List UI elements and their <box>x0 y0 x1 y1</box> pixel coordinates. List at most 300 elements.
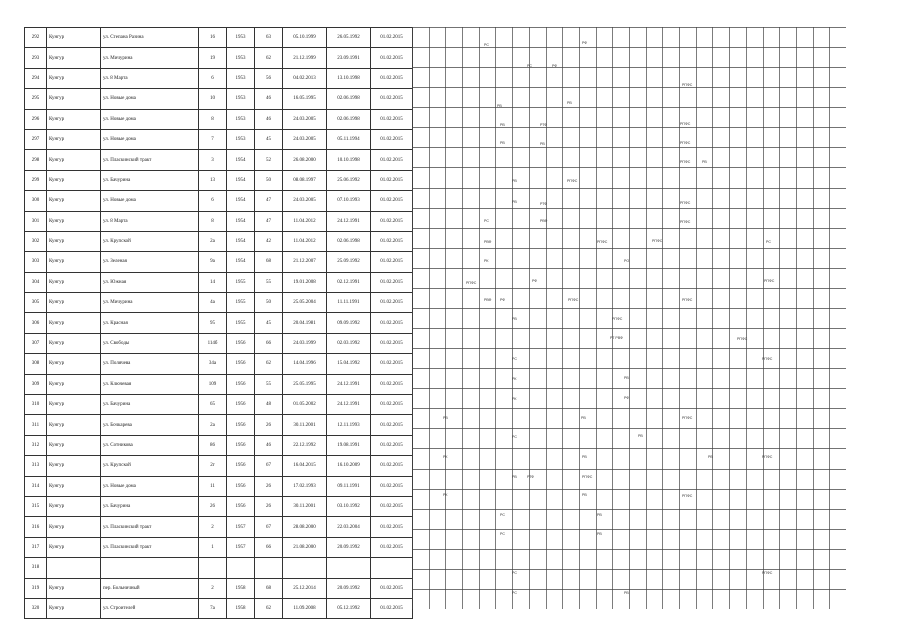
table-row <box>25 68 413 88</box>
cell-year: 1953 <box>227 89 255 109</box>
cell-street: ул. Сотникова <box>101 435 199 455</box>
cell-city: Кунгур <box>47 211 101 231</box>
cell-d3: 01.02.2015 <box>371 415 413 435</box>
cell-street: ул. 8 Марта <box>101 211 199 231</box>
cell-wear: 50 <box>255 170 283 190</box>
mark-label: РПФС <box>682 494 693 498</box>
cell-d3: 01.02.2015 <box>371 598 413 618</box>
mark-label: РПФС <box>682 298 693 302</box>
table-row <box>25 598 413 618</box>
cell-no: 317 <box>25 537 47 557</box>
cell-city: Кунгур <box>47 231 101 251</box>
cell-wear: 66 <box>255 333 283 353</box>
mark-label: РПФС <box>762 571 773 575</box>
cell-wear: 48 <box>255 395 283 415</box>
table-row <box>25 354 413 374</box>
cell-city: Кунгур <box>47 252 101 272</box>
cell-d3: 01.02.2015 <box>371 578 413 598</box>
cell-wear: 45 <box>255 129 283 149</box>
cell-year: 1956 <box>227 496 255 516</box>
cell-wear: 46 <box>255 435 283 455</box>
cell-d2: 11.11.1991 <box>327 293 371 313</box>
cell-no: 309 <box>25 374 47 394</box>
table-row <box>25 558 413 578</box>
cell-d1: 19.01.2008 <box>283 272 327 292</box>
cell-city: Кунгур <box>47 456 101 476</box>
cell-city: Кунгур <box>47 129 101 149</box>
cell-d1: 21.08.2000 <box>283 537 327 557</box>
cell-d1: 11.04.2012 <box>283 211 327 231</box>
table-row <box>25 333 413 353</box>
mark-label: РПФС <box>597 240 608 244</box>
cell-d1: 17.02.1993 <box>283 476 327 496</box>
cell-year: 1955 <box>227 313 255 333</box>
mark-label: РПФС <box>466 281 477 285</box>
cell-wear: 42 <box>255 231 283 251</box>
cell-d2: 25.09.1992 <box>327 252 371 272</box>
mark-label: РВ <box>708 455 713 459</box>
mark-label: РВ <box>638 434 643 438</box>
cell-d3: 01.02.2015 <box>371 537 413 557</box>
cell-no: 294 <box>25 68 47 88</box>
cell-d1: 24.03.2005 <box>283 129 327 149</box>
cell-street: ул. Крупской <box>101 456 199 476</box>
mark-label: РТ РВФ <box>610 336 623 340</box>
cell-year: 1956 <box>227 435 255 455</box>
cell-no: 320 <box>25 598 47 618</box>
cell-d1: 25.05.1995 <box>283 374 327 394</box>
cell-house: 6 <box>199 68 227 88</box>
cell-no: 304 <box>25 272 47 292</box>
table-body <box>25 28 413 619</box>
cell-wear: 62 <box>255 48 283 68</box>
mark-label: РВ <box>582 493 587 497</box>
cell-street: ул. Степана Разина <box>101 28 199 48</box>
mark-label: РВ <box>512 179 517 183</box>
cell-year: 1956 <box>227 354 255 374</box>
cell-street: ул. Бочкарева <box>101 415 199 435</box>
cell-street: ул. Новые дома <box>101 476 199 496</box>
cell-house: 114б <box>199 333 227 353</box>
cell-year: 1956 <box>227 374 255 394</box>
cell-no: 315 <box>25 496 47 516</box>
cell-no: 307 <box>25 333 47 353</box>
cell-street <box>101 558 199 578</box>
cell-house: 19 <box>199 48 227 68</box>
mark-label: РВФ <box>484 240 492 244</box>
cell-d3: 01.02.2015 <box>371 435 413 455</box>
mark-label: РПФС <box>582 475 593 479</box>
cell-d2: 23.09.1991 <box>327 48 371 68</box>
cell-street: ул. Новые дома <box>101 109 199 129</box>
mark-label: РС <box>512 357 517 361</box>
cell-house: 8 <box>199 109 227 129</box>
cell-year: 1953 <box>227 68 255 88</box>
cell-city: Кунгур <box>47 150 101 170</box>
cell-street: ул. Зеленая <box>101 252 199 272</box>
cell-no: 314 <box>25 476 47 496</box>
mark-label: РВФ <box>484 298 492 302</box>
cell-d1: 11.04.2012 <box>283 231 327 251</box>
cell-d3: 01.02.2015 <box>371 333 413 353</box>
cell-city: Кунгур <box>47 476 101 496</box>
cell-d2: 12.11.1993 <box>327 415 371 435</box>
table-row <box>25 89 413 109</box>
mark-label: РО <box>624 259 630 263</box>
cell-d3: 01.02.2015 <box>371 252 413 272</box>
cell-wear: 68 <box>255 252 283 272</box>
cell-d2: 19.08.1991 <box>327 435 371 455</box>
cell-house: 9а <box>199 252 227 272</box>
mark-label: РВ <box>512 475 517 479</box>
mark-label: РПФС <box>762 455 773 459</box>
mark-label: РК <box>443 455 448 459</box>
table-row <box>25 395 413 415</box>
mark-label: РК <box>443 493 448 497</box>
cell-city: Кунгур <box>47 28 101 48</box>
cell-house: 6 <box>199 191 227 211</box>
table-row <box>25 272 413 292</box>
cell-house: 16 <box>199 28 227 48</box>
cell-city: Кунгур <box>47 89 101 109</box>
cell-no: 308 <box>25 354 47 374</box>
cell-d1: 20.04.1981 <box>283 313 327 333</box>
cell-street: ул. Бачурина <box>101 496 199 516</box>
cell-wear: 68 <box>255 578 283 598</box>
cell-d1: 24.03.2005 <box>283 191 327 211</box>
cell-year: 1956 <box>227 333 255 353</box>
cell-d2: 24.12.1991 <box>327 395 371 415</box>
cell-house: 2а <box>199 231 227 251</box>
cell-city: Кунгур <box>47 537 101 557</box>
table-row <box>25 231 413 251</box>
cell-wear: 46 <box>255 109 283 129</box>
cell-year: 1956 <box>227 395 255 415</box>
cell-city: Кунгур <box>47 578 101 598</box>
cell-no: 313 <box>25 456 47 476</box>
table-row <box>25 129 413 149</box>
cell-no: 319 <box>25 578 47 598</box>
cell-no: 311 <box>25 415 47 435</box>
cell-wear: 55 <box>255 272 283 292</box>
cell-d2: 02.06.1998 <box>327 109 371 129</box>
cell-d3: 01.02.2015 <box>371 395 413 415</box>
cell-street: ул. Новые дома <box>101 129 199 149</box>
table-row <box>25 313 413 333</box>
cell-house: 95 <box>199 313 227 333</box>
cell-house: 13 <box>199 170 227 190</box>
table-row <box>25 150 413 170</box>
cell-city: Кунгур <box>47 496 101 516</box>
mark-label: РПФС <box>680 122 691 126</box>
mark-label: РПФС <box>680 160 691 164</box>
mark-label: РВ <box>624 591 629 595</box>
mark-label: РК <box>512 397 517 401</box>
cell-year: 1956 <box>227 456 255 476</box>
cell-house: 7 <box>199 129 227 149</box>
cell-city: Кунгур <box>47 109 101 129</box>
cell-street: ул. Пласкинский тракт <box>101 537 199 557</box>
cell-city: Кунгур <box>47 313 101 333</box>
cell-year: 1957 <box>227 517 255 537</box>
cell-no: 305 <box>25 293 47 313</box>
cell-d2: 02.03.1992 <box>327 333 371 353</box>
cell-d2: 05.11.1994 <box>327 129 371 149</box>
mark-label: РФ <box>582 41 588 45</box>
cell-d1: 30.11.2001 <box>283 496 327 516</box>
cell-d3: 01.02.2015 <box>371 150 413 170</box>
mark-label: РПФС <box>680 220 691 224</box>
cell-d2: 02.06.1998 <box>327 89 371 109</box>
cell-house: 14 <box>199 272 227 292</box>
mark-label: РВ <box>702 160 707 164</box>
mark-label: РФ <box>552 64 558 68</box>
cell-street: ул. Бачурина <box>101 170 199 190</box>
cell-no: 301 <box>25 211 47 231</box>
table-row <box>25 211 413 231</box>
cell-year: 1956 <box>227 476 255 496</box>
cell-wear: 62 <box>255 354 283 374</box>
cell-d1: 28.08.2000 <box>283 517 327 537</box>
table-row <box>25 415 413 435</box>
cell-house: 11 <box>199 476 227 496</box>
cell-d2: 13.10.1998 <box>327 68 371 88</box>
cell-city: Кунгур <box>47 374 101 394</box>
cell-d3: 01.02.2015 <box>371 272 413 292</box>
mark-label: РТФ <box>540 202 548 206</box>
cell-street: ул. Мичурина <box>101 48 199 68</box>
cell-d3 <box>371 558 413 578</box>
table-row <box>25 293 413 313</box>
mark-label: РПФС <box>737 337 748 341</box>
table-row <box>25 28 413 48</box>
table-row <box>25 374 413 394</box>
cell-wear: 56 <box>255 68 283 88</box>
mark-label: РВ <box>443 416 448 420</box>
mark-label: РПФС <box>568 298 579 302</box>
cell-no: 316 <box>25 517 47 537</box>
cell-year: 1955 <box>227 293 255 313</box>
table-row <box>25 537 413 557</box>
cell-d2: 02.12.1991 <box>327 272 371 292</box>
cell-d2: 22.03.2004 <box>327 517 371 537</box>
cell-d3: 01.02.2015 <box>371 211 413 231</box>
cell-no: 295 <box>25 89 47 109</box>
cell-wear: 55 <box>255 374 283 394</box>
mark-label: РПФС <box>762 357 773 361</box>
cell-street: ул. 8 Марта <box>101 68 199 88</box>
table-row <box>25 496 413 516</box>
mark-label: РВ <box>497 104 502 108</box>
cell-d1: 30.11.2001 <box>283 415 327 435</box>
cell-wear: 66 <box>255 537 283 557</box>
cell-year: 1958 <box>227 598 255 618</box>
mark-label: РТФ <box>540 123 548 127</box>
cell-d1: 16.04.2015 <box>283 456 327 476</box>
cell-d2: 26.05.1992 <box>327 28 371 48</box>
mark-label: РФ <box>624 396 630 400</box>
cell-city: Кунгур <box>47 354 101 374</box>
mark-label: РВ <box>512 317 517 321</box>
mark-label: РС <box>512 435 517 439</box>
mark-label: РВФ <box>540 219 548 223</box>
cell-no: 318 <box>25 558 47 578</box>
cell-street: ул. Мичурина <box>101 293 199 313</box>
cell-no: 296 <box>25 109 47 129</box>
cell-no: 298 <box>25 150 47 170</box>
mark-label: РС <box>500 513 505 517</box>
cell-wear: 47 <box>255 211 283 231</box>
cell-street: ул. Новые дома <box>101 191 199 211</box>
marks-grid <box>412 27 846 609</box>
mark-label: РВ <box>597 513 602 517</box>
cell-wear: 26 <box>255 415 283 435</box>
mark-label: РС <box>512 571 517 575</box>
mark-label: РС <box>484 219 489 223</box>
cell-d1: 25.12.2014 <box>283 578 327 598</box>
cell-d2: 24.12.1991 <box>327 211 371 231</box>
cell-d2: 09.11.1991 <box>327 476 371 496</box>
cell-wear: 50 <box>255 293 283 313</box>
mark-label: РВ <box>581 416 586 420</box>
mark-label: РВ <box>540 142 545 146</box>
cell-street: ул. Южная <box>101 272 199 292</box>
mark-label: РС <box>500 532 505 536</box>
cell-d1 <box>283 558 327 578</box>
cell-city: Кунгур <box>47 48 101 68</box>
cell-d3: 01.02.2015 <box>371 313 413 333</box>
cell-d1: 14.04.1996 <box>283 354 327 374</box>
cell-wear: 67 <box>255 456 283 476</box>
cell-city: Кунгур <box>47 517 101 537</box>
table-row <box>25 435 413 455</box>
mark-label: РТФ <box>527 475 535 479</box>
cell-d3: 01.02.2015 <box>371 28 413 48</box>
cell-d1: 05.10.1999 <box>283 28 327 48</box>
cell-no: 302 <box>25 231 47 251</box>
cell-house: 34а <box>199 354 227 374</box>
mark-label: РПФС <box>612 317 623 321</box>
mark-label: РВ <box>597 532 602 536</box>
cell-d1: 11.09.2008 <box>283 598 327 618</box>
cell-house: 7а <box>199 598 227 618</box>
cell-year: 1953 <box>227 129 255 149</box>
cell-d2: 05.12.1992 <box>327 598 371 618</box>
cell-house <box>199 558 227 578</box>
cell-year: 1954 <box>227 252 255 272</box>
cell-city: Кунгур <box>47 68 101 88</box>
cell-street: ул. Пласкинский тракт <box>101 150 199 170</box>
mark-label: РПФС <box>764 279 775 283</box>
table-row <box>25 476 413 496</box>
table-row <box>25 109 413 129</box>
cell-d2: 20.09.1992 <box>327 578 371 598</box>
mark-label: РВ <box>567 101 572 105</box>
grid-lines <box>412 27 846 609</box>
cell-d3: 01.02.2015 <box>371 48 413 68</box>
cell-d3: 01.02.2015 <box>371 129 413 149</box>
cell-d2: 16.10.2009 <box>327 456 371 476</box>
cell-d3: 01.02.2015 <box>371 170 413 190</box>
cell-d1: 21.12.2007 <box>283 252 327 272</box>
cell-year: 1956 <box>227 415 255 435</box>
cell-wear: 46 <box>255 89 283 109</box>
cell-wear: 52 <box>255 150 283 170</box>
cell-d3: 01.02.2015 <box>371 456 413 476</box>
cell-d1: 24.03.1999 <box>283 333 327 353</box>
mark-label: РС <box>512 591 517 595</box>
cell-d3: 01.02.2015 <box>371 68 413 88</box>
cell-city: Кунгур <box>47 598 101 618</box>
mark-label: РВ <box>500 141 505 145</box>
cell-street: ул. Крупской <box>101 231 199 251</box>
cell-year: 1954 <box>227 191 255 211</box>
cell-year: 1954 <box>227 211 255 231</box>
cell-wear: 47 <box>255 191 283 211</box>
cell-city: Кунгур <box>47 170 101 190</box>
mark-label: РВ <box>512 200 517 204</box>
table-row <box>25 191 413 211</box>
cell-d3: 01.02.2015 <box>371 517 413 537</box>
cell-no: 299 <box>25 170 47 190</box>
cell-city: Кунгур <box>47 333 101 353</box>
mark-label: РС <box>766 240 771 244</box>
table-row <box>25 48 413 68</box>
mark-label: РС <box>527 64 532 68</box>
cell-house: 3 <box>199 150 227 170</box>
cell-no: 312 <box>25 435 47 455</box>
cell-year: 1957 <box>227 537 255 557</box>
cell-house: 10 <box>199 89 227 109</box>
cell-house: 65 <box>199 395 227 415</box>
cell-d1: 24.03.2005 <box>283 109 327 129</box>
cell-street: пер. Больничный <box>101 578 199 598</box>
cell-wear: 63 <box>255 28 283 48</box>
cell-wear <box>255 558 283 578</box>
cell-d2: 07.10.1993 <box>327 191 371 211</box>
cell-street: ул. Бачурина <box>101 395 199 415</box>
cell-d1: 21.12.1999 <box>283 48 327 68</box>
cell-d1: 26.08.2000 <box>283 150 327 170</box>
cell-house: 1 <box>199 537 227 557</box>
cell-d2: 25.06.1992 <box>327 170 371 190</box>
cell-house: 86 <box>199 435 227 455</box>
cell-street: ул. Свободы <box>101 333 199 353</box>
cell-city <box>47 558 101 578</box>
cell-d1: 16.05.1995 <box>283 89 327 109</box>
mark-label: РС <box>484 43 489 47</box>
cell-street: ул. Ключевая <box>101 374 199 394</box>
cell-wear: 26 <box>255 476 283 496</box>
mark-label: РФ <box>500 298 506 302</box>
cell-street: ул. Полячева <box>101 354 199 374</box>
cell-year: 1953 <box>227 48 255 68</box>
cell-year: 1953 <box>227 28 255 48</box>
cell-d2: 10.10.1998 <box>327 150 371 170</box>
mark-label: РПФС <box>652 239 663 243</box>
cell-d2: 20.09.1992 <box>327 537 371 557</box>
cell-year: 1954 <box>227 231 255 251</box>
mark-label: РПФС <box>680 201 691 205</box>
cell-city: Кунгур <box>47 415 101 435</box>
table-row <box>25 170 413 190</box>
mark-label: РВ <box>624 376 629 380</box>
cell-city: Кунгур <box>47 395 101 415</box>
mark-label: РВ <box>500 123 505 127</box>
cell-d1: 01.05.2002 <box>283 395 327 415</box>
cell-d1: 22.12.1992 <box>283 435 327 455</box>
cell-d3: 01.02.2015 <box>371 231 413 251</box>
